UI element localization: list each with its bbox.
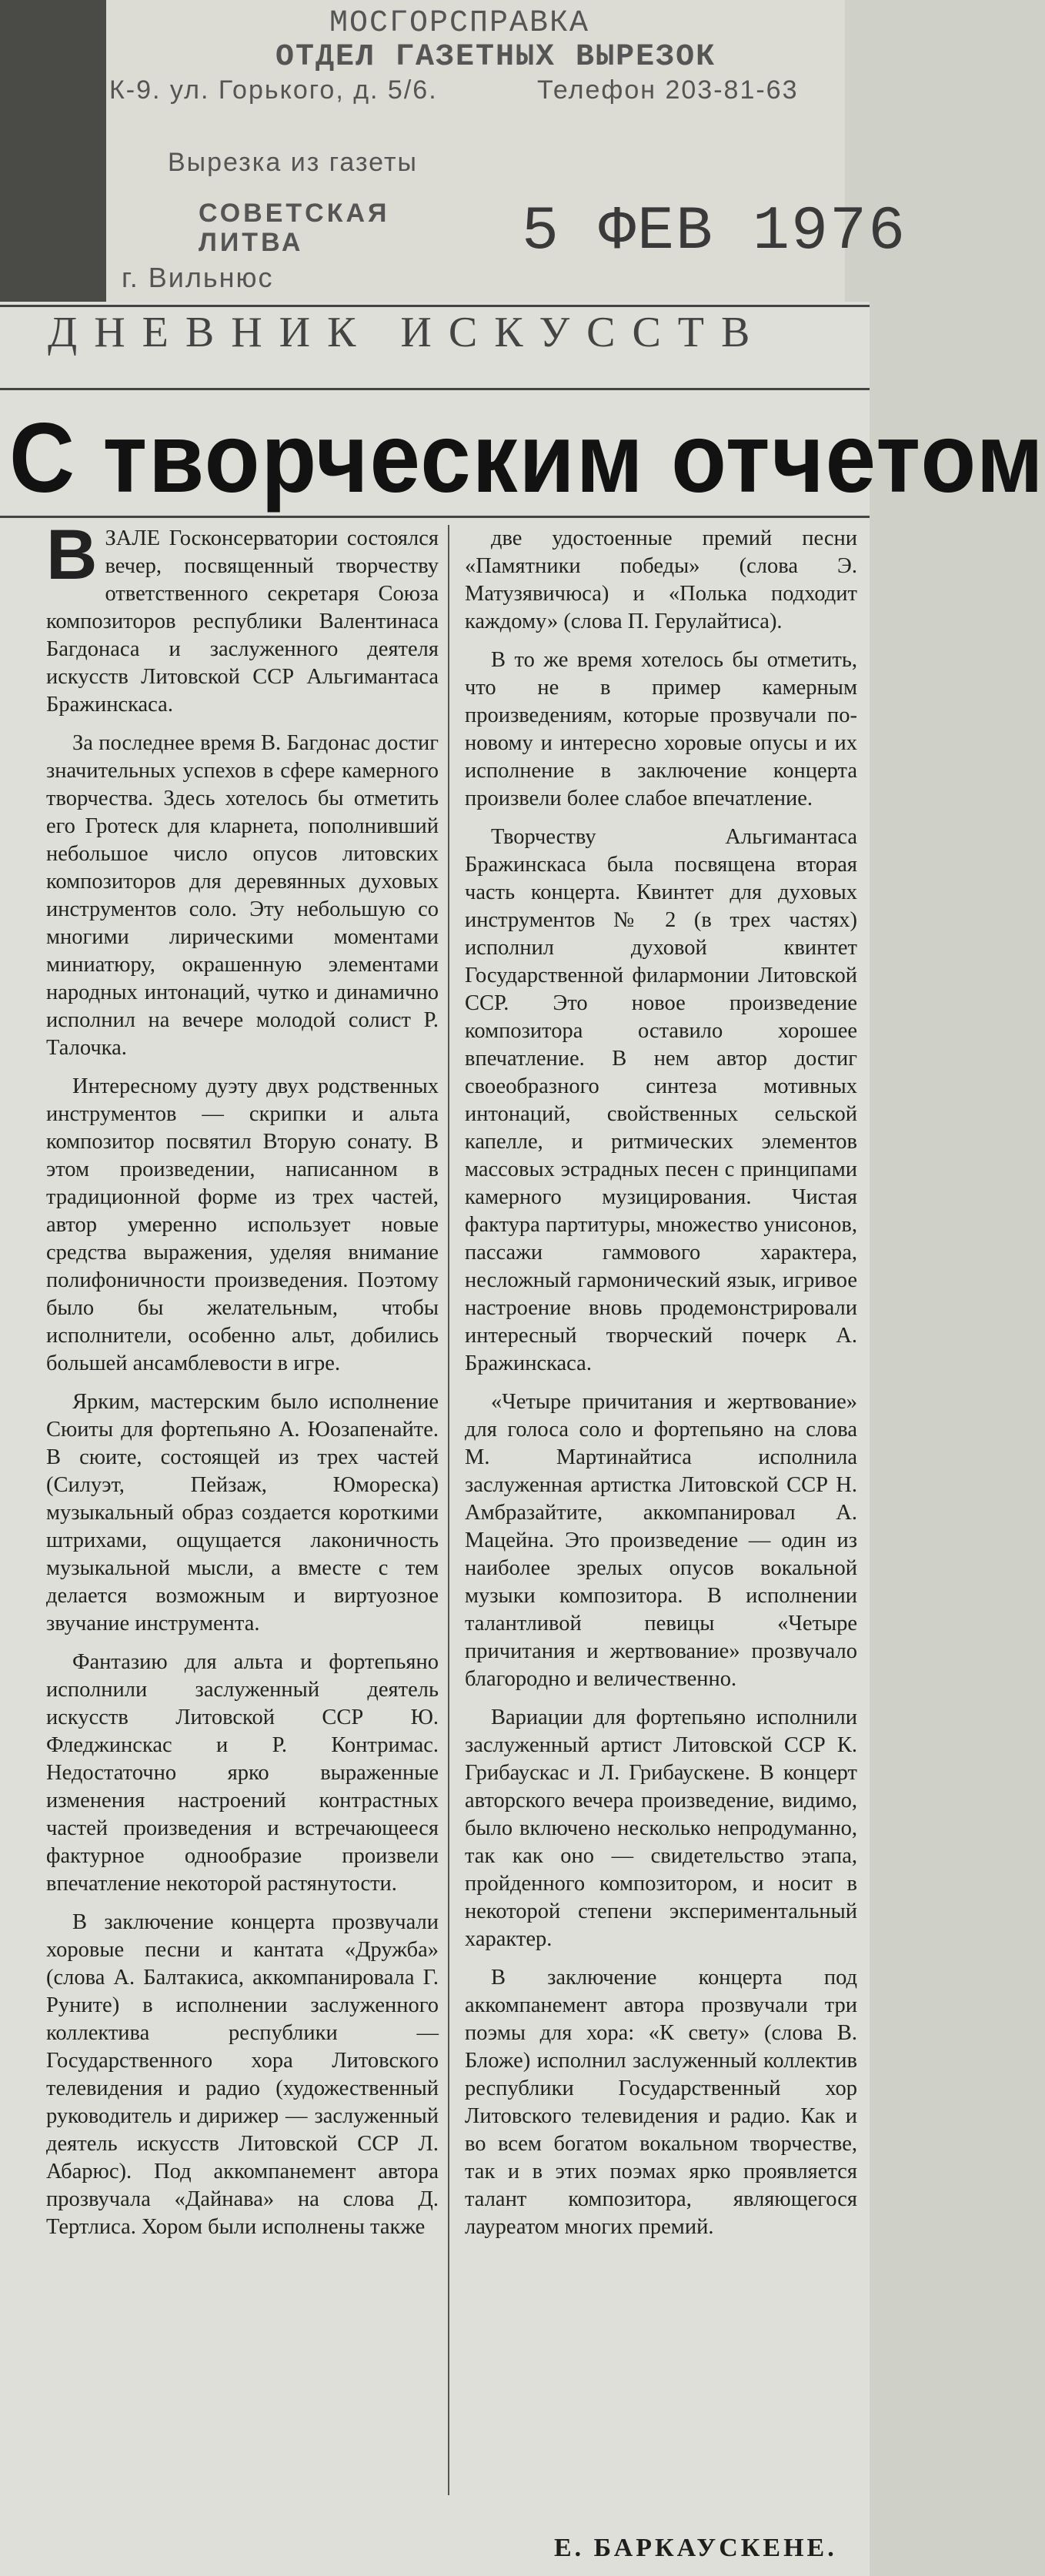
newspaper-name: СОВЕТСКАЯ ЛИТВА bbox=[199, 199, 390, 257]
author-signature: Е. БАРКАУСКЕНЕ. bbox=[554, 2534, 837, 2562]
rubric-rule bbox=[0, 388, 870, 390]
newspaper-clipping bbox=[0, 302, 1045, 2576]
article-paragraph: Интересному дуэту двух родственных инструментов — скрипки и альта композитор посвятил Вторую сонату. В этом произведении, написанном в традиционной форме из трех частей, автор умеренно использует новые средства выражения, уделяя внимание полифоничности произведения. Поэтому было бы желательным, чтобы исполнители, особенно альт, добились большей ансамблевости в игре. bbox=[46, 1074, 439, 1375]
scan-background bbox=[0, 0, 106, 308]
agency-phone: Телефон 203-81-63 bbox=[537, 75, 799, 105]
article-paragraph: В заключение концерта под аккомпанемент автора прозвучали три поэмы для хора: «К свету» (слова В. Бложе) исполнил заслуженный коллектив республики Государственный хор Литовского телевидения и радио. Как и во всем богатом вокальном творчестве, так и в этих поэмах ярко проявляется талант композитора, являющегося лауреатом многих премий. bbox=[465, 1966, 857, 2239]
top-rule bbox=[0, 305, 870, 307]
agency-name: МОСГОРСПРАВКА bbox=[329, 6, 590, 41]
headline-rule bbox=[0, 516, 870, 518]
article-paragraph bbox=[46, 516, 439, 719]
article-paragraph: Вариации для фортепьяно исполнили заслуженный артист Литовской ССР К. Грибаускас и Л. Грибаускене. В концерт авторского вечера произведение, видимо, было включено несколько непродуманно, так как оно — свидетельство этапа, пройденного композитором, и носит в некоторой степени экспериментальный характер. bbox=[465, 1706, 857, 1951]
date-stamp: 5 ФЕВ 1976 bbox=[522, 197, 907, 267]
drop-cap: В bbox=[46, 516, 98, 594]
clipping-service-stamp bbox=[106, 0, 907, 308]
article-paragraph: Ярким, мастерским было исполнение Сюиты для фортепьяно А. Юозапенайте. В сюите, состоящей из трех частей (Силуэт, Пейзаж, Юмореска) музыкальный образ создается короткими штрихами, ощущается лаконичность музыкальной мысли, а вместе с тем делается возможным и виртуозное звучание инструмента. bbox=[46, 1390, 439, 1635]
article-paragraph: В заключение концерта прозвучали хоровые песни и кантата «Дружба» (слова А. Балтакиса, аккомпанировала Г. Руните) в исполнении заслуженного коллектива республики — Государственного хора Литовского телевидения и радио (художественный руководитель и дирижер — заслуженный деятель искусств Литовской ССР Л. Абарюс). Под аккомпанемент автора прозвучала «Дайнава» на слова Д. Тертлиса. Хором были исполнены также bbox=[46, 1910, 439, 2239]
agency-address: К-9. ул. Горького, д. 5/6. bbox=[109, 75, 438, 105]
article-paragraph: Фантазию для альта и фортепьяно исполнили заслуженный деятель искусств Литовской ССР Ю. Фледжинскас и Р. Контримас. Недостаточно ярко выраженные изменения настроений контрастных частей произведения и встречающееся фактурное однообразие произвели впечатление некоторой растянутости. bbox=[46, 1650, 439, 1896]
paragraph-text: ЗАЛЕ Госконсерватории состоялся вечер, посвященный творчеству ответственного секретаря Союза композиторов республики Валентинаса Багдонаса и заслуженного деятеля искусств Литовской ССР Альгимантаса Бражинскаса. bbox=[46, 526, 439, 717]
cutting-label: Вырезка из газеты bbox=[168, 148, 418, 177]
article-paragraph: В то же время хотелось бы отметить, что не в пример камерным произведениям, которые прозвучали по-новому и интересно хоровые опусы и их исполнение в заключение концерта произвели более слабое впечатление. bbox=[465, 648, 857, 810]
department-name: ОТДЕЛ ГАЗЕТНЫХ ВЫРЕЗОК bbox=[275, 40, 716, 75]
left-column bbox=[46, 516, 439, 2252]
article-paragraph: две удостоенные премий песни «Памятники победы» (слова Э. Матузявичюса) и «Полька подходит каждому» (слова П. Герулайтиса). bbox=[465, 526, 857, 633]
newspaper-city: г. Вильнюс bbox=[122, 262, 274, 293]
article-headline: С творческим отчетом bbox=[9, 403, 1045, 513]
article-paragraph: За последнее время В. Багдонас достиг значительных успехов в сфере камерного творчества. Здесь хотелось бы отметить его Гротеск для кларнета, пополнивший небольшое число опусов литовских композиторов для деревянных духовых инструментов соло. Эту небольшую со многими лирическими моментами миниатюру, окрашенную элементами народных интонаций, чутко и динамично исполнил на вечере молодой солист Р. Талочка. bbox=[46, 731, 439, 1060]
article-paragraph: Творчеству Альгимантаса Бражинскаса была посвящена вторая часть концерта. Квинтет для духовых инструментов № 2 (в трех частях) исполнил духовой квинтет Государственной филармонии Литовской ССР. Это новое произведение композитора оставило хорошее впечатление. В нем автор достиг своеобразного синтеза мотивных интонаций, свойственных сельской капелле, и ритмических элементов массовых эстрадных песен с принципами камерного музицирования. Чистая фактура партитуры, множество унисонов, пассажи гаммового характера, несложный гармонический язык, игривое настроение вновь продемонстрировали интересный творческий почерк А. Бражинскаса. bbox=[465, 825, 857, 1375]
article-paragraph: «Четыре причитания и жертвование» для голоса соло и фортепьяно на слова М. Мартинайтиса исполнила заслуженная артистка Литовской ССР Н. Амбразайтите, аккомпанировал А. Мацейна. Это произведение — один из наиболее зрелых опусов вокальной музыки композитора. В исполнении талантливой певицы «Четыре причитания и жертвование» прозвучало благородно и величественно. bbox=[465, 1390, 857, 1691]
right-column bbox=[465, 525, 857, 2252]
column-divider bbox=[448, 525, 449, 2495]
rubric-title: ДНЕВНИК ИСКУССТВ bbox=[48, 309, 767, 356]
